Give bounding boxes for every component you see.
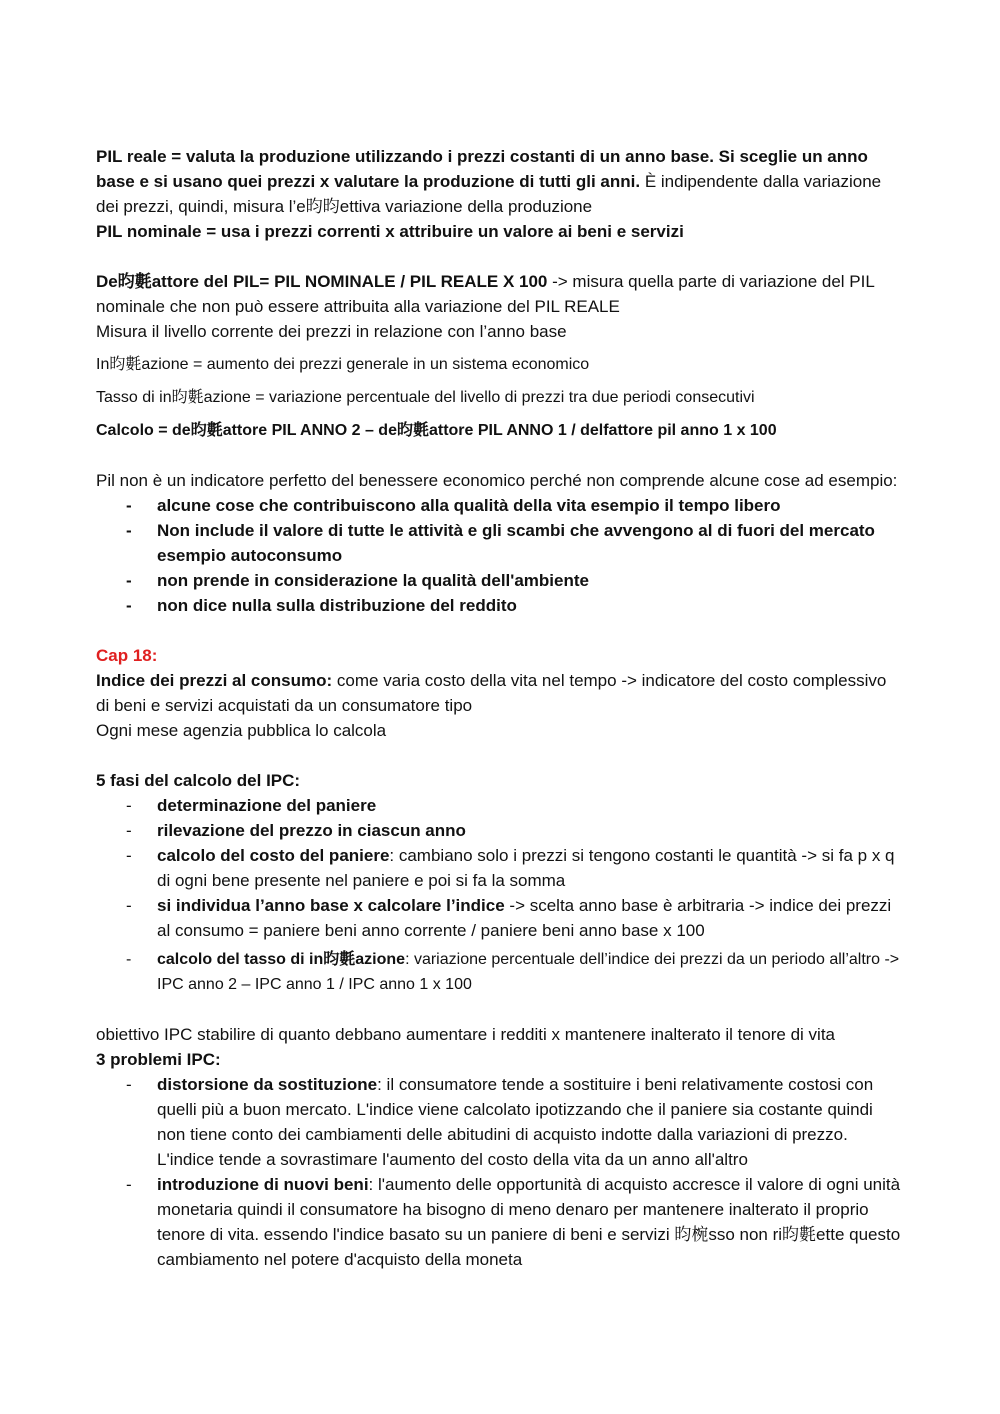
problemi-list <box>96 1072 902 1272</box>
list-item <box>96 1072 902 1172</box>
chapter-heading: Cap 18: <box>96 646 158 665</box>
fase-text: : cambiano solo i prezzi si tengono costanti le quantità -> si fa p x q di ogni bene presente nel paniere e poi si fa la somma <box>157 846 895 890</box>
pil-reale-paragraph <box>96 144 902 219</box>
misura-livello-text: Misura il livello corrente dei prezzi in relazione con l’anno base <box>96 322 567 341</box>
obiettivo-paragraph: obiettivo IPC stabilire di quanto debbano aumentare i redditi x mantenere inalterato il tenore di vita <box>96 1025 835 1044</box>
list-item: - non dice nulla sulla distribuzione del reddito <box>96 593 902 618</box>
fase-text: -> scelta anno base è arbitraria -> indice dei prezzi al consumo = paniere beni anno corrente / paniere beni anno base x 100 <box>157 896 892 940</box>
fase-text: : variazione percentuale dell’indice dei prezzi da un periodo all’altro -> IPC anno 2 – IPC anno 1 / IPC anno 1 x 100 <box>157 951 900 993</box>
fase-term: calcolo del costo del paniere <box>157 846 390 865</box>
problema-term: distorsione da sostituzione <box>157 1075 378 1094</box>
inflazione-definition: In昀氀azione = aumento dei prezzi generale in un sistema economico <box>96 356 590 373</box>
list-item: - alcune cose che contribuiscono alla qualità della vita esempio il tempo libero <box>96 493 902 518</box>
ogni-mese-text: Ogni mese agenzia pubblica lo calcola <box>96 721 387 740</box>
tasso-inflazione-definition: Tasso di in昀氀azione = variazione percentuale del livello di prezzi tra due periodi consecutivi <box>96 389 755 406</box>
indice-explanation: come varia costo della vita nel tempo -> indicatore del costo complessivo di beni e servizi acquistati da un consumatore tipo <box>96 671 887 715</box>
calcolo-formula: Calcolo = de昀氀attore PIL ANNO 2 – de昀氀attore PIL ANNO 1 / delfattore pil anno 1 x 100 <box>96 422 777 439</box>
pil-reale-explanation: È indipendente dalla variazione dei prezzi, quindi, misura l’e昀昀ettiva variazione della produzione <box>96 172 882 216</box>
pil-benessere-paragraph: Pil non è un indicatore perfetto del benessere economico perché non comprende alcune cose ad esempio: <box>96 471 898 490</box>
fase-term: si individua l’anno base x calcolare l’indice <box>157 896 505 915</box>
deflattore-formula: De昀氀attore del PIL= PIL NOMINALE / PIL REALE X 100 <box>96 272 548 291</box>
problemi-heading: 3 problemi IPC: <box>96 1050 221 1069</box>
indice-paragraph <box>96 668 902 718</box>
pil-reale-definition: PIL reale = valuta la produzione utilizzando i prezzi costanti di un anno base. Si sceglie un anno base e si usano quei prezzi x valutare la produzione di tutti gli anni. <box>96 147 868 191</box>
fasi-list <box>96 793 902 997</box>
indice-term: Indice dei prezzi al consumo: <box>96 671 333 690</box>
problema-term: introduzione di nuovi beni <box>157 1175 369 1194</box>
list-item <box>96 793 902 818</box>
fase-term: rilevazione del prezzo in ciascun anno <box>157 821 466 840</box>
list-item <box>96 947 902 997</box>
fase-term: determinazione del paniere <box>157 796 377 815</box>
list-item <box>96 818 902 843</box>
deflattore-explanation: -> misura quella parte di variazione del PIL nominale che non può essere attribuita alla variazione del PIL REALE <box>96 272 875 316</box>
list-item <box>96 1172 902 1272</box>
problema-text: : il consumatore tende a sostituire i beni relativamente costosi con quelli più a buon mercato. L'indice viene calcolato ipotizzando che il paniere sia costante quindi non tiene conto dei cambiamenti delle abitudini di acquisto indotte dalla variazioni di prezzo. L'indice tende a sovrastimare l'aumento del costo della vita da un anno all'altro <box>157 1075 874 1169</box>
list-item <box>96 893 902 943</box>
document-body <box>96 144 902 1272</box>
list-item: - Non include il valore di tutte le attività e gli scambi che avvengono al di fuori del mercato esempio autoconsumo <box>96 518 902 568</box>
limiti-pil-list <box>96 493 902 618</box>
list-item <box>96 843 902 893</box>
problema-text: : l'aumento delle opportunità di acquisto accresce il valore di ogni unità monetaria quindi il consumatore ha bisogno di meno denaro per mantenere inalterato il proprio tenore di vita. essendo l'indice basato su un paniere di beni e servizi 昀椀sso non ri昀氀ette questo cambiamento nel potere d'acquisto della moneta <box>157 1175 901 1269</box>
list-item: - non prende in considerazione la qualità dell'ambiente <box>96 568 902 593</box>
fase-term: calcolo del tasso di in昀氀azione <box>157 951 406 968</box>
deflattore-paragraph <box>96 269 902 319</box>
fasi-heading: 5 fasi del calcolo del IPC: <box>96 771 301 790</box>
pil-nominale-definition: PIL nominale = usa i prezzi correnti x attribuire un valore ai beni e servizi <box>96 222 684 241</box>
